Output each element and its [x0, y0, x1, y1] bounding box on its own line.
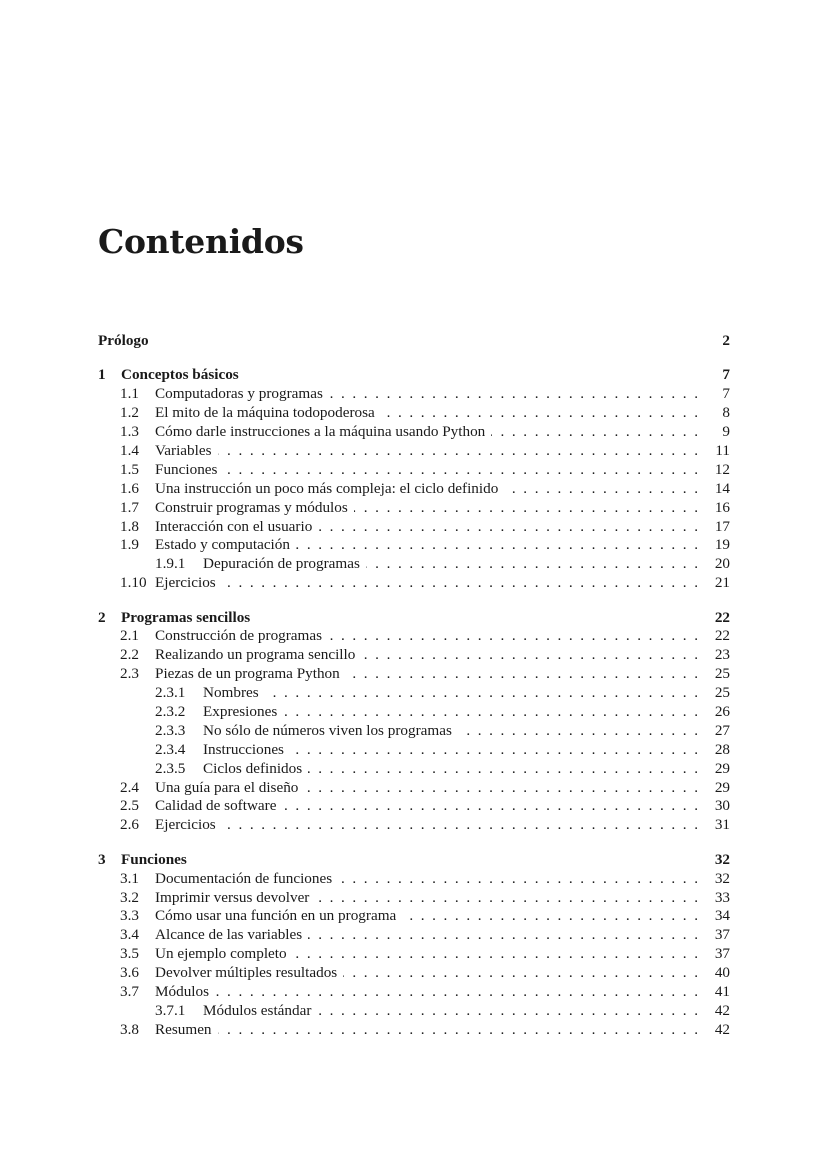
toc-entry-page: 29 — [714, 759, 730, 777]
toc-entry-label: Interacción con el usuario — [155, 517, 313, 535]
toc-chapter[interactable] — [98, 609, 730, 628]
toc-entry-page: 7 — [722, 385, 730, 403]
toc-prologue-label: Prólogo — [98, 332, 149, 349]
toc-entry-label: Piezas de un programa Python — [155, 665, 340, 683]
toc-subsection[interactable] — [98, 741, 730, 760]
toc-section[interactable] — [98, 945, 730, 964]
toc-entry-page: 42 — [714, 1020, 730, 1038]
toc-entry-page: 19 — [714, 536, 730, 554]
toc-entry-number: 1.9.1 — [155, 555, 186, 573]
toc-leader-dots — [296, 536, 698, 555]
toc-entry-number: 2.3.5 — [155, 759, 186, 777]
toc-section[interactable] — [98, 385, 730, 404]
toc-entry-label: Resumen — [155, 1020, 212, 1038]
toc-entry-number: 2.6 — [120, 816, 139, 834]
toc-leader-dots — [315, 889, 698, 908]
toc-entry-page: 22 — [714, 627, 730, 645]
toc-entry-label: Realizando un programa sencillo — [155, 646, 356, 664]
toc-entry-page: 42 — [714, 1001, 730, 1019]
toc-entry-page: 17 — [714, 517, 730, 535]
toc-leader-dots — [222, 574, 698, 593]
toc-entry-page: 37 — [714, 945, 730, 963]
toc-section[interactable] — [98, 816, 730, 835]
toc-leader-dots — [366, 555, 698, 574]
toc-leader-dots — [458, 722, 698, 741]
toc-subsection[interactable] — [98, 703, 730, 722]
toc-entry-page: 41 — [714, 983, 730, 1000]
toc-entry-number: 1.10 — [120, 574, 147, 592]
toc-chapter[interactable] — [98, 851, 730, 870]
toc-entry-number: 2.1 — [120, 627, 139, 645]
toc-leader-dots — [308, 926, 698, 945]
toc-entry-number: 2.2 — [120, 646, 139, 664]
toc-leader-dots — [318, 518, 698, 537]
toc-entry-number: 2.5 — [120, 797, 139, 815]
toc-entry-page: 9 — [722, 423, 730, 441]
toc-entry-page: 37 — [714, 926, 730, 944]
toc-entry-label: Expresiones — [203, 703, 278, 721]
toc-entry-page: 8 — [722, 404, 730, 422]
toc-entry-page: 21 — [714, 574, 730, 592]
toc-leader-dots — [290, 741, 698, 760]
toc-entry-label: Cómo usar una función en un programa — [155, 907, 397, 925]
toc-entry-label: Construcción de programas — [155, 627, 323, 645]
toc-chapter-number: 2 — [98, 608, 106, 626]
toc-entry-label: Computadoras y programas — [155, 385, 323, 403]
toc-entry-number: 1.1 — [120, 385, 139, 403]
toc-chapter-label: Programas sencillos — [121, 608, 251, 626]
toc-entry-number: 2.3.3 — [155, 721, 186, 739]
toc-entry-page: 28 — [714, 740, 730, 758]
toc-entry-label: Alcance de las variables — [155, 926, 303, 944]
toc-entry-page: 40 — [714, 964, 730, 982]
toc-entry-label: Módulos — [155, 983, 210, 1000]
toc-entry-number: 2.3 — [120, 665, 139, 683]
toc-section[interactable] — [98, 1021, 730, 1040]
toc-leader-dots — [381, 404, 698, 423]
toc-chapter-label: Conceptos básicos — [121, 366, 239, 384]
toc-section[interactable] — [98, 779, 730, 798]
toc-entry-label: Cómo darle instrucciones a la máquina usando Python — [155, 423, 486, 441]
toc-leader-dots — [361, 646, 698, 665]
toc-entry-label: Funciones — [155, 460, 218, 478]
toc-entry-label: Construir programas y módulos — [155, 498, 348, 516]
toc-subsection[interactable] — [98, 760, 730, 779]
toc-entry-label: Documentación de funciones — [155, 869, 333, 887]
toc-leader-dots — [223, 461, 698, 480]
toc-chapter-page: 32 — [714, 850, 730, 868]
toc-leader-dots — [283, 703, 698, 722]
toc-leader-dots — [293, 945, 698, 964]
toc-entry-number: 1.3 — [120, 423, 139, 441]
toc-leader-dots — [504, 480, 698, 499]
toc-section[interactable] — [98, 499, 730, 518]
toc-entry-label: Módulos estándar — [203, 1001, 312, 1019]
toc-entry-page: 16 — [714, 498, 730, 516]
toc-entry-page: 34 — [714, 907, 730, 925]
toc-entry-number: 3.6 — [120, 964, 139, 982]
toc-entry-label: El mito de la máquina todopoderosa — [155, 404, 375, 422]
toc-chapter-number: 3 — [98, 850, 106, 868]
toc-entry-number: 1.8 — [120, 517, 139, 535]
toc-leader-dots — [343, 964, 698, 983]
toc-entry-label: Instrucciones — [203, 740, 284, 758]
toc-leader-dots — [222, 816, 698, 835]
toc-section[interactable] — [98, 665, 730, 684]
toc-entry-label: Ejercicios — [155, 816, 216, 834]
toc-entry-number: 3.7 — [120, 983, 139, 1000]
toc-entry-number: 1.6 — [120, 479, 139, 497]
toc-entry-number: 3.4 — [120, 926, 139, 944]
toc-entry-number: 2.3.2 — [155, 703, 186, 721]
toc-entry-page: 29 — [714, 778, 730, 796]
toc-entry-page: 12 — [714, 460, 730, 478]
toc-leader-dots — [317, 1002, 698, 1021]
toc-entry-page: 23 — [714, 646, 730, 664]
toc-entry-label: Depuración de programas — [203, 555, 360, 573]
toc-entry-page: 27 — [714, 721, 730, 739]
toc-entry-number: 1.4 — [120, 441, 139, 459]
toc-section[interactable] — [98, 870, 730, 889]
toc-entry-page: 14 — [714, 479, 730, 497]
toc-section[interactable] — [98, 574, 730, 593]
toc-chapter-label: Funciones — [121, 850, 187, 868]
toc-entry-number: 1.2 — [120, 404, 139, 422]
toc-leader-dots — [308, 760, 698, 779]
toc-section[interactable] — [98, 983, 730, 1002]
toc-entry-number: 3.8 — [120, 1020, 139, 1038]
toc-prologue[interactable] — [98, 332, 730, 351]
toc-entry-number: 3.3 — [120, 907, 139, 925]
toc-leader-dots — [304, 779, 698, 798]
toc-subsection[interactable] — [98, 722, 730, 741]
toc-subsection[interactable] — [98, 684, 730, 703]
toc-leader-dots — [328, 627, 698, 646]
toc-subsection[interactable] — [98, 1002, 730, 1021]
toc-entry-label: Imprimir versus devolver — [155, 888, 310, 906]
toc-section[interactable] — [98, 889, 730, 908]
toc-subsection[interactable] — [98, 555, 730, 574]
toc-entry-label: Una instrucción un poco más compleja: el ciclo definido — [155, 479, 499, 497]
toc-entry-number: 2.3.1 — [155, 684, 186, 702]
toc-entry-page: 32 — [714, 869, 730, 887]
toc-entry-page: 11 — [715, 441, 730, 459]
toc-section[interactable] — [98, 926, 730, 945]
toc-leader-dots — [218, 442, 698, 461]
toc-entry-label: Estado y computación — [155, 536, 290, 554]
toc-chapter[interactable] — [98, 366, 730, 385]
toc-entry-label: Un ejemplo completo — [155, 945, 287, 963]
toc-entry-label: No sólo de números viven los programas — [203, 721, 452, 739]
toc-entry-page: 30 — [714, 797, 730, 815]
toc-section[interactable] — [98, 907, 730, 926]
page-title: Contenidos — [98, 222, 304, 261]
toc-leader-dots — [265, 684, 698, 703]
table-of-contents — [98, 332, 730, 1040]
toc-leader-dots — [338, 870, 698, 889]
toc-chapter-page: 22 — [714, 608, 730, 626]
toc-section[interactable] — [98, 518, 730, 537]
toc-chapter-page: 7 — [722, 366, 730, 384]
toc-entry-label: Ciclos definidos — [203, 759, 303, 777]
toc-section[interactable] — [98, 480, 730, 499]
toc-section[interactable] — [98, 797, 730, 816]
toc-entry-number: 3.1 — [120, 869, 139, 887]
toc-section[interactable] — [98, 423, 730, 442]
toc-leader-dots — [282, 797, 698, 816]
toc-leader-dots — [218, 1021, 698, 1040]
toc-entry-number: 3.5 — [120, 945, 139, 963]
toc-section[interactable] — [98, 627, 730, 646]
toc-entry-page: 20 — [714, 555, 730, 573]
toc-entry-number: 2.3.4 — [155, 740, 186, 758]
toc-section[interactable] — [98, 646, 730, 665]
toc-leader-dots — [346, 665, 698, 684]
toc-chapters — [98, 351, 730, 1040]
toc-leader-dots — [402, 907, 698, 926]
toc-section[interactable] — [98, 461, 730, 480]
toc-entry-number: 1.5 — [120, 460, 139, 478]
toc-leader-dots — [329, 385, 698, 404]
toc-entry-label: Ejercicios — [155, 574, 216, 592]
toc-entry-number: 1.9 — [120, 536, 139, 554]
toc-entry-number: 2.4 — [120, 778, 139, 796]
toc-section[interactable] — [98, 404, 730, 423]
toc-entry-number: 3.2 — [120, 888, 139, 906]
toc-leader-dots — [491, 423, 698, 442]
toc-leader-dots — [215, 983, 698, 1002]
toc-entry-label: Devolver múltiples resultados — [155, 964, 338, 982]
toc-prologue-page: 2 — [722, 332, 730, 349]
toc-entry-number: 1.7 — [120, 498, 139, 516]
toc-entry-label: Variables — [155, 441, 212, 459]
toc-entry-page: 33 — [714, 888, 730, 906]
toc-entry-label: Nombres — [203, 684, 259, 702]
toc-entry-page: 26 — [714, 703, 730, 721]
toc-chapter-number: 1 — [98, 366, 106, 384]
toc-entry-label: Calidad de software — [155, 797, 277, 815]
toc-entry-page: 25 — [714, 665, 730, 683]
toc-entry-page: 31 — [714, 816, 730, 834]
toc-leader-dots — [354, 499, 698, 518]
toc-section[interactable] — [98, 442, 730, 461]
toc-entry-label: Una guía para el diseño — [155, 778, 299, 796]
toc-entry-page: 25 — [714, 684, 730, 702]
toc-section[interactable] — [98, 536, 730, 555]
toc-entry-number: 3.7.1 — [155, 1001, 186, 1019]
toc-section[interactable] — [98, 964, 730, 983]
